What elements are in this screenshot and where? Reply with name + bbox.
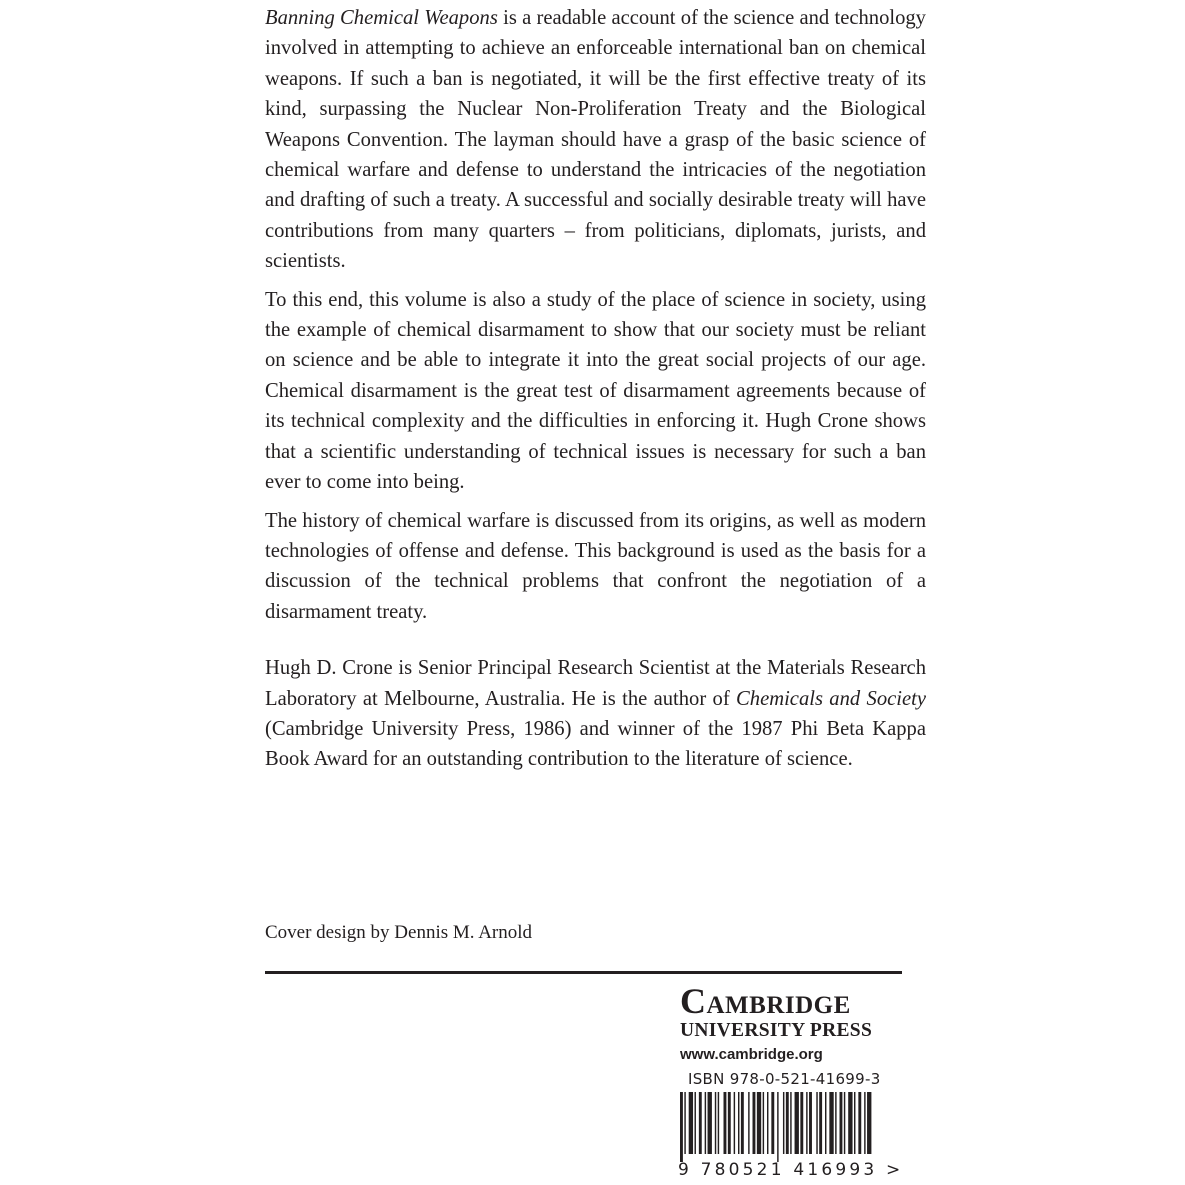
barcode-bar — [718, 1092, 719, 1154]
barcode-bar — [738, 1092, 739, 1154]
barcode-bar — [867, 1092, 871, 1154]
barcode-digits: 9 780521 416993 > — [678, 1160, 904, 1180]
publisher-name: Cambridge — [680, 981, 851, 1021]
barcode-bar — [753, 1092, 756, 1154]
barcode-bar — [699, 1092, 702, 1154]
barcode-bar — [786, 1092, 789, 1154]
barcode-bar — [705, 1092, 706, 1154]
barcode-bar — [806, 1092, 807, 1154]
author-bio-text: (Cambridge University Press, 1986) and winner of the 1987 Phi Beta Kappa Book Award for an outstanding contribution to the literature of science. — [265, 717, 926, 771]
barcode-bar — [795, 1092, 799, 1154]
barcode-bar — [728, 1092, 731, 1154]
blurb-paragraph: The history of chemical warfare is discussed from its origins, as well as modern technologies of offense and defense. This background is used as the basis for a discussion of the technical problems that confront the negotiation of a disarmament treaty. — [265, 509, 926, 623]
barcode-bar — [771, 1092, 774, 1154]
divider-rule — [265, 971, 902, 974]
barcode-bar — [777, 1092, 778, 1162]
barcode-bar — [864, 1092, 865, 1154]
barcode-bar — [724, 1092, 727, 1154]
barcode-bar — [767, 1092, 768, 1154]
barcode-bar — [708, 1092, 712, 1154]
back-cover-blurb — [265, 3, 926, 783]
book-title: Banning Chemical Weapons — [265, 7, 498, 29]
barcode-bar — [816, 1092, 817, 1154]
barcode-bar — [680, 1092, 683, 1162]
author-other-book-title: Chemicals and Society — [736, 687, 926, 710]
barcode-bar — [741, 1092, 744, 1154]
isbn-label: ISBN 978-0-521-41699-3 — [688, 1070, 881, 1088]
barcode-bar — [848, 1092, 852, 1154]
publisher-block — [680, 982, 902, 1066]
barcode-bar — [757, 1092, 761, 1154]
blurb-paragraph — [265, 3, 926, 277]
barcode-bar — [790, 1092, 791, 1154]
barcode-bar — [734, 1092, 735, 1154]
barcode-bar — [844, 1092, 845, 1154]
barcode-bar — [689, 1092, 693, 1154]
barcode-bar — [819, 1092, 822, 1154]
barcode-bar — [763, 1092, 764, 1154]
publisher-subtitle: UNIVERSITY PRESS — [680, 1020, 873, 1041]
author-bio — [265, 653, 926, 775]
barcode-bar — [829, 1092, 833, 1154]
author-bio-text: Hugh D. Crone is Senior Principal Research Scientist at the Materials Research Laboratory at Melbourne, Australia. He is the author of — [265, 657, 926, 710]
barcode-bar — [783, 1092, 784, 1154]
blurb-paragraph: To this end, this volume is also a study of the place of science in society, using the example of chemical disarmament to show that our society must be reliant on science and be able to integrate it into the great social projects of our age. Chemical disarmament is the great test of disarmament agreements because of its technical complexity and the difficulties in enforcing it. Hugh Crone shows that a scientific understanding of technical issues is necessary for such a ban ever to come into being. — [265, 288, 926, 494]
barcode-bar — [800, 1092, 803, 1154]
publisher-url: www.cambridge.org — [680, 1046, 823, 1063]
barcode-bar — [840, 1092, 843, 1154]
barcode-bar — [825, 1092, 826, 1154]
barcode-bar — [809, 1092, 812, 1154]
barcode — [678, 1092, 902, 1162]
barcode-bar — [854, 1092, 855, 1154]
barcode-bar — [695, 1092, 696, 1154]
blurb-text: is a readable account of the science and technology involved in attempting to achieve an enforceable international ban on chemical weapons. If such a ban is negotiated, it will be the first effective treaty of its kind, surpassing the Nuclear Non-Proliferation Treaty and the Biological Weapons Convention. The layman should have a grasp of the basic science of chemical warfare and defense to understand the intricacies of the negotiation and drafting of such a treaty. A successful and socially desirable treaty will have contributions from many quarters – from politicians, diplomats, jurists, and scientists. — [265, 7, 926, 273]
barcode-bar — [715, 1092, 716, 1154]
barcode-bar — [684, 1092, 685, 1154]
barcode-bar — [835, 1092, 836, 1154]
barcode-bar — [748, 1092, 749, 1154]
cover-design-credit: Cover design by Dennis M. Arnold — [265, 922, 533, 943]
barcode-bar — [858, 1092, 861, 1154]
